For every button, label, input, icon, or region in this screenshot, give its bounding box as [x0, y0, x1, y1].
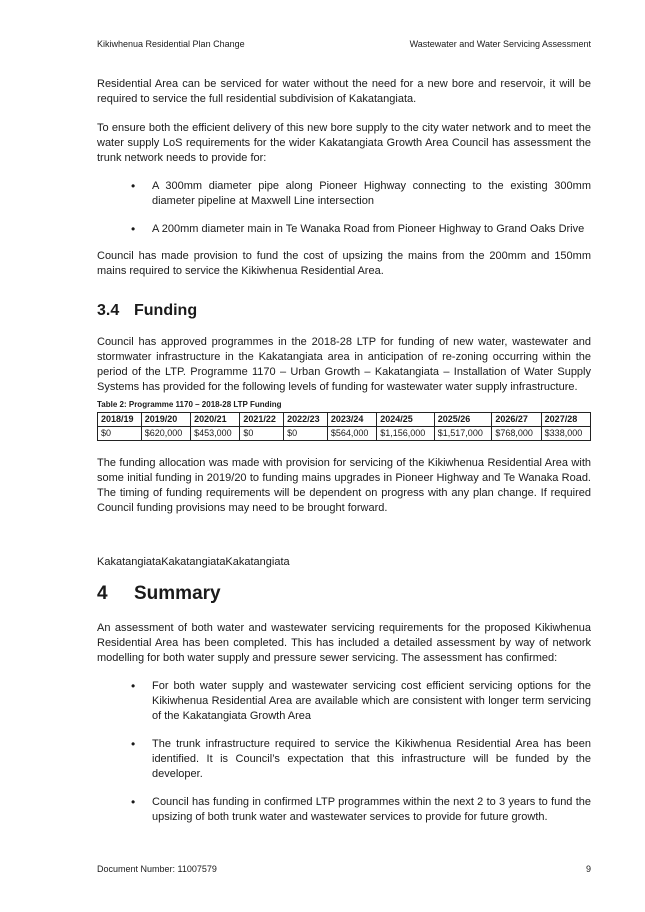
table-header-cell: 2019/20	[141, 413, 190, 427]
table-cell: $0	[240, 427, 284, 441]
stray-text: KakatangiataKakatangiataKakatangiata	[97, 556, 290, 568]
section-title: Summary	[134, 583, 221, 604]
table-header-cell: 2025/26	[434, 413, 492, 427]
table-header-cell: 2021/22	[240, 413, 284, 427]
list-item: • The trunk infrastructure required to service the Kikiwhenua Residential Area has been identified. It is Council’s expectation that this infrastructure will be funded by the developer.	[97, 737, 591, 782]
table-cell: $0	[284, 427, 328, 441]
table-header-cell: 2024/25	[377, 413, 435, 427]
table-cell: $620,000	[141, 427, 190, 441]
header-right: Wastewater and Water Servicing Assessment	[409, 39, 591, 49]
paragraph: An assessment of both water and wastewater servicing requirements for the proposed Kikiwhenua Residential Area has been completed. This has included a detailed assessment by way of network modelling for both water supply and pressure sewer servicing. The assessment has confirmed:	[97, 622, 591, 664]
page-number: 9	[585, 864, 591, 874]
table-header-cell: 2022/23	[284, 413, 328, 427]
list-item: • A 200mm diameter main in Te Wanaka Road from Pioneer Highway to Grand Oaks Drive	[97, 222, 591, 237]
header-left: Kikiwhenua Residential Plan Change	[97, 39, 245, 49]
table-cell: $338,000	[541, 427, 590, 441]
table-header-cell: 2018/19	[98, 413, 142, 427]
table-cell: $453,000	[191, 427, 240, 441]
list-item: • A 300mm diameter pipe along Pioneer Highway connecting to the existing 300mm diameter pipeline at Maxwell Line intersection	[97, 179, 591, 209]
section-title: Funding	[134, 302, 198, 319]
list-item: • For both water supply and wastewater servicing cost efficient servicing options for the Kikiwhenua Residential Area are available which are consistent with longer term servicing of the Kakatangiata Growth Area	[97, 679, 591, 724]
paragraph: Council has approved programmes in the 2018-28 LTP for funding of new water, wastewater and stormwater infrastructure in the Kakatangiata area in anticipation of re-zoning occurring within the period of the LTP. Programme 1170 – Urban Growth – Kakatangiata – Installation of Water Supply Systems has provided for the following levels of funding for wastewater water supply infrastructure.	[97, 336, 591, 393]
table-header-cell: 2020/21	[191, 413, 240, 427]
section-number: 4	[97, 583, 108, 604]
paragraph: Residential Area can be serviced for water without the need for a new bore and reservoir, it will be required to service the full residential subdivision of Kakatangiata.	[97, 78, 591, 105]
page-header	[97, 39, 591, 49]
page-footer	[97, 864, 591, 874]
section-number: 3.4	[97, 302, 120, 319]
section-heading-4	[97, 582, 591, 606]
table-header-row	[98, 413, 591, 427]
paragraph: Council has made provision to fund the cost of upsizing the mains from the 200mm and 150mm mains required to service the Kikiwhenua Residential Area.	[97, 250, 591, 277]
table-header-cell: 2026/27	[492, 413, 541, 427]
bullet-list	[97, 179, 591, 237]
table-header-cell: 2023/24	[327, 413, 376, 427]
section-heading-3-4	[97, 301, 591, 321]
funding-table	[97, 412, 591, 441]
document-number: Document Number: 11007579	[97, 864, 217, 874]
table-cell: $768,000	[492, 427, 541, 441]
table-cell: $0	[98, 427, 142, 441]
paragraph: To ensure both the efficient delivery of this new bore supply to the city water network and to meet the water supply LoS requirements for the wider Kakatangiata Growth Area Council has assessment the trunk network needs to provide for:	[97, 122, 591, 164]
paragraph: The funding allocation was made with provision for servicing of the Kikiwhenua Residential Area with some initial funding in 2019/20 to funding mains upgrades in Pioneer Highway and Te Wanaka Road. The timing of funding requirements will be dependent on progress with any plan change. If required Council funding provisions may need to be brought forward.	[97, 457, 591, 514]
table-cell: $1,517,000	[434, 427, 492, 441]
table-caption: Table 2: Programme 1170 – 2018-28 LTP Funding	[97, 400, 282, 409]
table-cell: $1,156,000	[377, 427, 435, 441]
list-item: • Council has funding in confirmed LTP programmes within the next 2 to 3 years to fund the upsizing of both trunk water and wastewater services to provide for future growth.	[97, 795, 591, 825]
bullet-list	[97, 679, 591, 825]
page-content	[97, 77, 591, 825]
table-row	[98, 427, 591, 441]
table-cell: $564,000	[327, 427, 376, 441]
table-header-cell: 2027/28	[541, 413, 590, 427]
